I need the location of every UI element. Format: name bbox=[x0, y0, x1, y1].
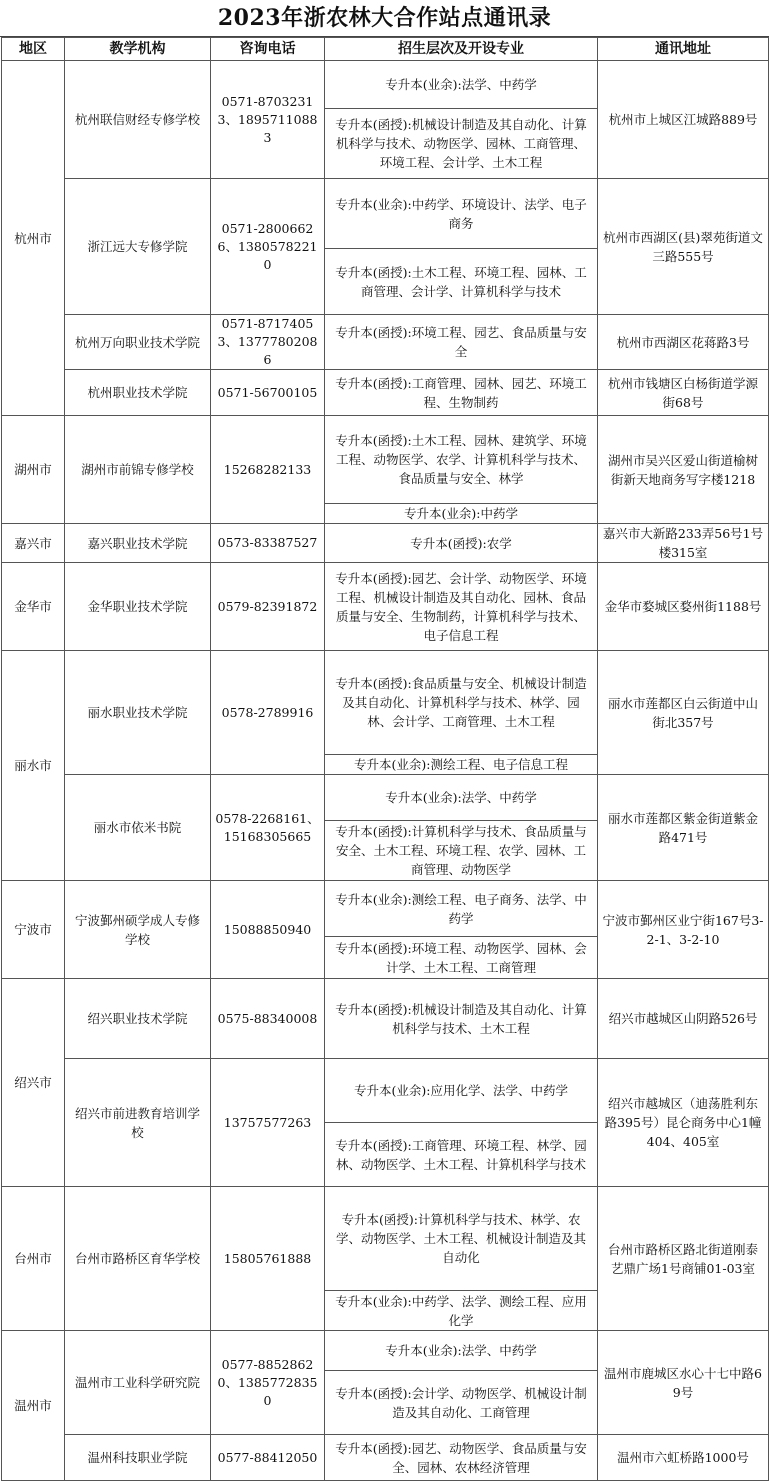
region-cell: 金华市 bbox=[2, 563, 65, 651]
institution-name: 金华职业技术学院 bbox=[65, 563, 211, 651]
institution-name: 杭州职业技术学院 bbox=[65, 370, 211, 416]
program-cell: 专升本(业余):中药学、法学、测绘工程、应用化学 bbox=[325, 1291, 598, 1331]
program-cell: 专升本(函授):环境工程、动物医学、园林、会计学、土木工程、工商管理 bbox=[325, 937, 598, 979]
region-cell: 湖州市 bbox=[2, 416, 65, 524]
table-row bbox=[2, 979, 769, 1059]
table-row bbox=[2, 179, 769, 249]
program-cell: 专升本(函授):工商管理、园林、园艺、环境工程、生物制药 bbox=[325, 370, 598, 416]
region-cell: 丽水市 bbox=[2, 651, 65, 881]
program-cell: 专升本(业余):中药学 bbox=[325, 504, 598, 524]
program-cell: 专升本(函授):园艺、会计学、动物医学、环境工程、机械设计制造及其自动化、园林、食品质量与安全、生物制药，计算机科学与技术、电子信息工程 bbox=[325, 563, 598, 651]
program-cell: 专升本(函授):土木工程、园林、建筑学、环境工程、动物医学、农学、计算机科学与技术、食品质量与安全、林学 bbox=[325, 416, 598, 504]
table-row bbox=[2, 1059, 769, 1123]
program-cell: 专升本(函授):食品质量与安全、机械设计制造及其自动化、计算机科学与技术、林学、园林、会计学、工商管理、土木工程 bbox=[325, 651, 598, 755]
phone-cell: 15088850940 bbox=[211, 881, 325, 979]
address-cell: 杭州市西湖区花蒋路3号 bbox=[598, 315, 769, 370]
table-row bbox=[2, 416, 769, 504]
region-cell: 杭州市 bbox=[2, 61, 65, 416]
phone-cell: 13757577263 bbox=[211, 1059, 325, 1187]
phone-cell: 0577-88412050 bbox=[211, 1435, 325, 1481]
address-cell: 丽水市莲都区紫金街道紫金路471号 bbox=[598, 775, 769, 881]
institution-name: 湖州市前锦专修学校 bbox=[65, 416, 211, 524]
phone-cell: 15805761888 bbox=[211, 1187, 325, 1331]
table-row bbox=[2, 881, 769, 937]
address-cell: 丽水市莲都区白云街道中山街北357号 bbox=[598, 651, 769, 775]
program-cell: 专升本(业余):法学、中药学 bbox=[325, 775, 598, 821]
program-cell: 专升本(业余):法学、中药学 bbox=[325, 1331, 598, 1371]
address-cell: 杭州市上城区江城路889号 bbox=[598, 61, 769, 179]
directory-table bbox=[1, 37, 769, 1481]
table-row bbox=[2, 775, 769, 821]
table-row bbox=[2, 563, 769, 651]
program-cell: 专升本(函授):计算机科学与技术、食品质量与安全、土木工程、环境工程、农学、园林、工商管理、动物医学 bbox=[325, 821, 598, 881]
institution-name: 杭州万向职业技术学院 bbox=[65, 315, 211, 370]
program-cell: 专升本(函授):机械设计制造及其自动化、计算机科学与技术、土木工程 bbox=[325, 979, 598, 1059]
table-row bbox=[2, 1187, 769, 1291]
address-cell: 台州市路桥区路北街道刚泰艺鼎广场1号商铺01-03室 bbox=[598, 1187, 769, 1331]
region-cell: 嘉兴市 bbox=[2, 524, 65, 563]
region-cell: 宁波市 bbox=[2, 881, 65, 979]
table-row bbox=[2, 651, 769, 755]
phone-cell: 0573-83387527 bbox=[211, 524, 325, 563]
institution-name: 宁波鄞州硕学成人专修学校 bbox=[65, 881, 211, 979]
phone-cell: 0577-88528620、13857728350 bbox=[211, 1331, 325, 1435]
table-row bbox=[2, 315, 769, 370]
program-cell: 专升本(函授):工商管理、环境工程、林学、园林、动物医学、土木工程、计算机科学与技术 bbox=[325, 1123, 598, 1187]
institution-name: 丽水市依米书院 bbox=[65, 775, 211, 881]
address-cell: 杭州市西湖区(县)翠苑街道文三路555号 bbox=[598, 179, 769, 315]
phone-cell: 0571-56700105 bbox=[211, 370, 325, 416]
region-cell: 温州市 bbox=[2, 1331, 65, 1481]
program-cell: 专升本(业余):测绘工程、电子商务、法学、中药学 bbox=[325, 881, 598, 937]
table-row bbox=[2, 61, 769, 109]
page-title: 2023年浙农林大合作站点通讯录 bbox=[0, 0, 769, 37]
program-cell: 专升本(函授):园艺、动物医学、食品质量与安全、园林、农林经济管理 bbox=[325, 1435, 598, 1481]
address-cell: 绍兴市越城区（迪荡胜利东路395号）昆仑商务中心1幢404、405室 bbox=[598, 1059, 769, 1187]
program-cell: 专升本(业余):测绘工程、电子信息工程 bbox=[325, 755, 598, 775]
institution-name: 嘉兴职业技术学院 bbox=[65, 524, 211, 563]
program-cell: 专升本(函授):环境工程、园艺、食品质量与安全 bbox=[325, 315, 598, 370]
institution-name: 绍兴市前进教育培训学校 bbox=[65, 1059, 211, 1187]
address-cell: 金华市婺城区婺州街1188号 bbox=[598, 563, 769, 651]
address-cell: 湖州市吴兴区爱山街道榆树街新天地商务写字楼1218 bbox=[598, 416, 769, 524]
phone-cell: 0575-88340008 bbox=[211, 979, 325, 1059]
table-row bbox=[2, 1331, 769, 1371]
address-cell: 宁波市鄞州区业宁街167号3-2-1、3-2-10 bbox=[598, 881, 769, 979]
region-cell: 绍兴市 bbox=[2, 979, 65, 1187]
address-cell: 温州市鹿城区水心十七中路69号 bbox=[598, 1331, 769, 1435]
phone-cell: 0571-87032313、18957110883 bbox=[211, 61, 325, 179]
institution-name: 温州科技职业学院 bbox=[65, 1435, 211, 1481]
program-cell: 专升本(业余):应用化学、法学、中药学 bbox=[325, 1059, 598, 1123]
program-cell: 专升本(业余):法学、中药学 bbox=[325, 61, 598, 109]
address-cell: 嘉兴市大新路233弄56号1号楼315室 bbox=[598, 524, 769, 563]
table-row bbox=[2, 524, 769, 563]
program-cell: 专升本(函授):会计学、动物医学、机械设计制造及其自动化、工商管理 bbox=[325, 1371, 598, 1435]
address-cell: 温州市六虹桥路1000号 bbox=[598, 1435, 769, 1481]
region-cell: 台州市 bbox=[2, 1187, 65, 1331]
address-cell: 绍兴市越城区山阴路526号 bbox=[598, 979, 769, 1059]
institution-name: 丽水职业技术学院 bbox=[65, 651, 211, 775]
institution-name: 浙江远大专修学院 bbox=[65, 179, 211, 315]
phone-cell: 0571-28006626、13805782210 bbox=[211, 179, 325, 315]
phone-cell: 0571-87174053、13777802086 bbox=[211, 315, 325, 370]
program-cell: 专升本(业余):中药学、环境设计、法学、电子商务 bbox=[325, 179, 598, 249]
program-cell: 专升本(函授):机械设计制造及其自动化、计算机科学与技术、动物医学、园林、工商管理、环境工程、会计学、土木工程 bbox=[325, 109, 598, 179]
program-cell: 专升本(函授):计算机科学与技术、林学、农学、动物医学、土木工程、机械设计制造及其自动化 bbox=[325, 1187, 598, 1291]
institution-name: 杭州联信财经专修学校 bbox=[65, 61, 211, 179]
header-programs: 招生层次及开设专业 bbox=[325, 38, 598, 61]
header-phone: 咨询电话 bbox=[211, 38, 325, 61]
header-row bbox=[2, 38, 769, 61]
phone-cell: 0578-2789916 bbox=[211, 651, 325, 775]
program-cell: 专升本(函授):农学 bbox=[325, 524, 598, 563]
institution-name: 绍兴职业技术学院 bbox=[65, 979, 211, 1059]
institution-name: 温州市工业科学研究院 bbox=[65, 1331, 211, 1435]
phone-cell: 0578-2268161、15168305665 bbox=[211, 775, 325, 881]
phone-cell: 15268282133 bbox=[211, 416, 325, 524]
address-cell: 杭州市钱塘区白杨街道学源街68号 bbox=[598, 370, 769, 416]
table-row bbox=[2, 370, 769, 416]
institution-name: 台州市路桥区育华学校 bbox=[65, 1187, 211, 1331]
header-address: 通讯地址 bbox=[598, 38, 769, 61]
table-row bbox=[2, 1435, 769, 1481]
header-institution: 教学机构 bbox=[65, 38, 211, 61]
phone-cell: 0579-82391872 bbox=[211, 563, 325, 651]
program-cell: 专升本(函授):土木工程、环境工程、园林、工商管理、会计学、计算机科学与技术 bbox=[325, 249, 598, 315]
header-region: 地区 bbox=[2, 38, 65, 61]
